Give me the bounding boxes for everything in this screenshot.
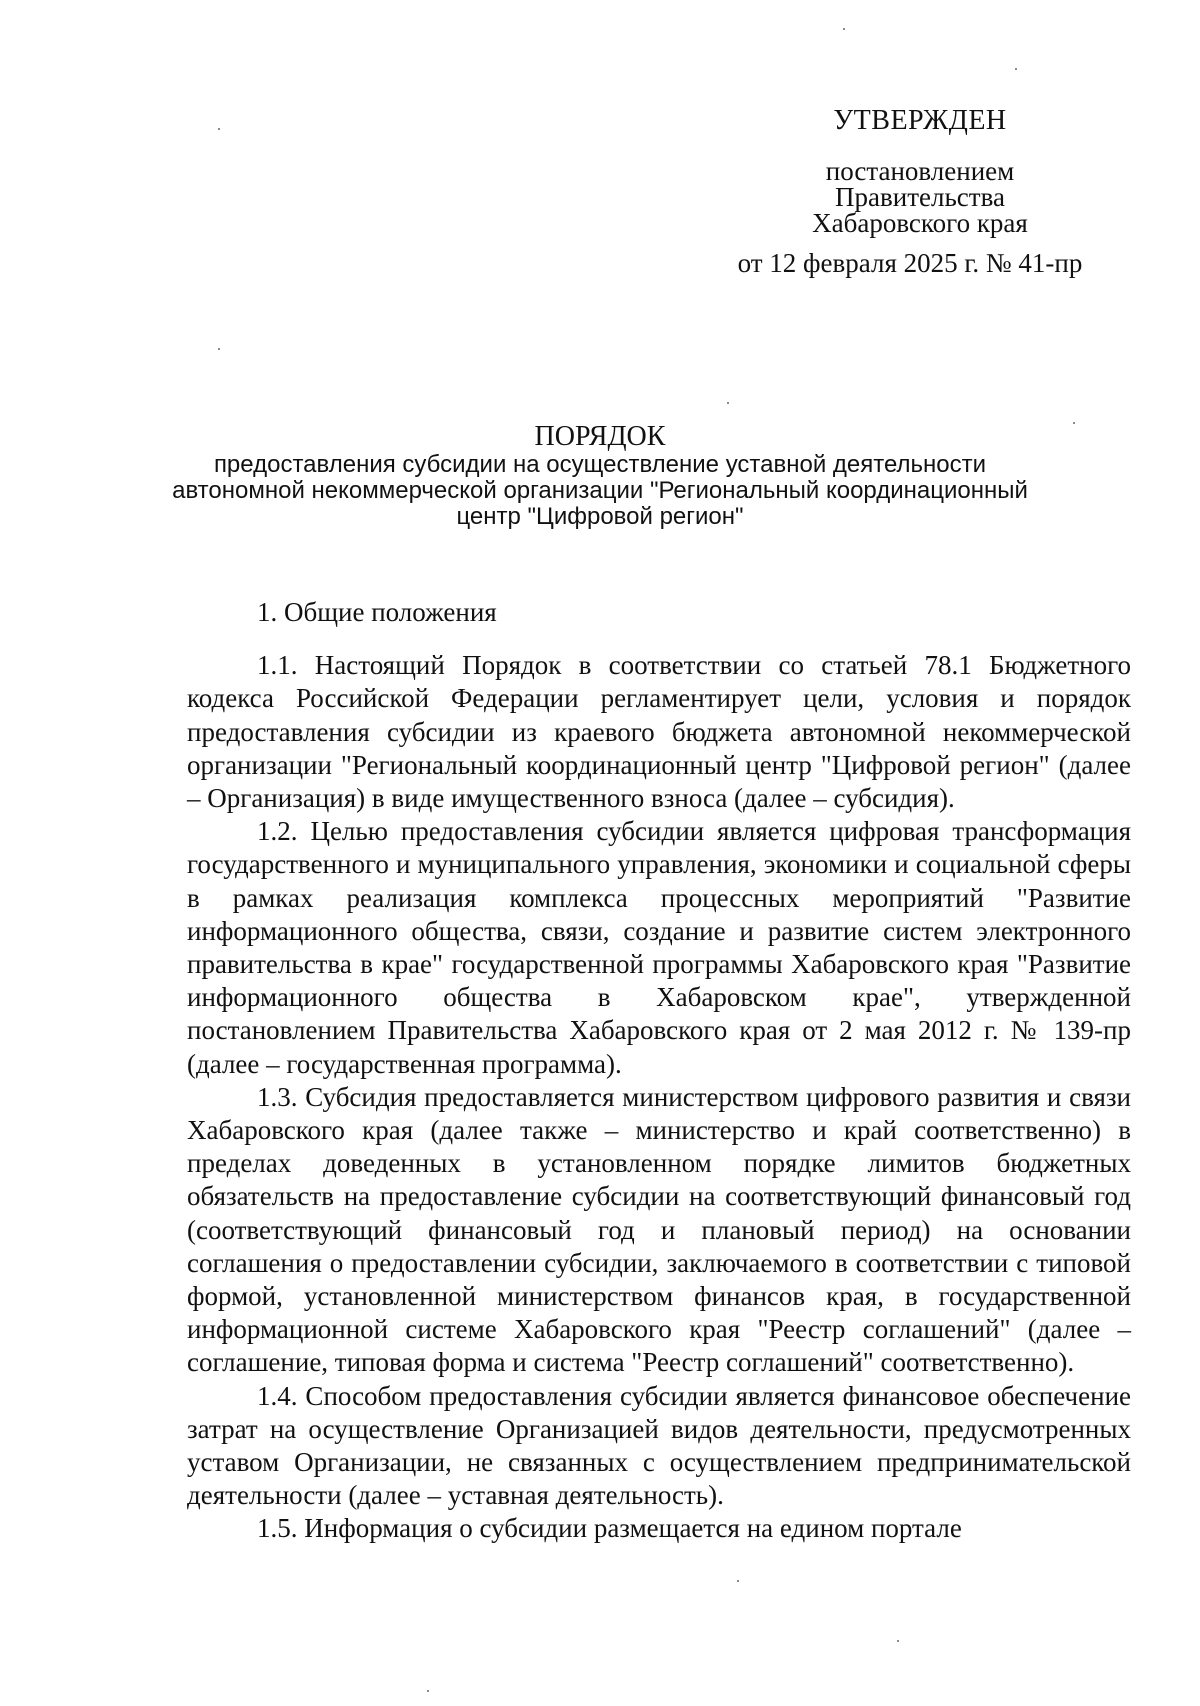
document-title bbox=[160, 421, 1040, 530]
scan-speck bbox=[427, 1690, 429, 1692]
scan-speck bbox=[843, 28, 845, 30]
paragraph: 1.4. Способом предоставления субсидии является финансовое обеспечение затрат на осуществление Организацией видов деятельности, предусмотренных уставом Организации, не связанных с осуществлением предпринимательской деятельности (далее – уставная деятельность). bbox=[187, 1380, 1131, 1511]
approval-date: от 12 февраля 2025 г. № 41-пр bbox=[737, 248, 1083, 278]
paragraph: 1.1. Настоящий Порядок в соответствии со статьей 78.1 Бюджетного кодекса Российской Федерации регламентирует цели, условия и порядок предоставления субсидии из краевого бюджета автономной некоммерческой организации "Региональный координационный центр "Цифровой регион" (далее – Организация) в виде имущественного взноса (далее – субсидия). bbox=[187, 650, 1131, 814]
title-subtitle-line: предоставления субсидии на осуществление уставной деятельности bbox=[213, 451, 987, 478]
title-subtitle-line: центр "Цифровой регион" bbox=[456, 503, 744, 530]
scan-speck bbox=[218, 128, 220, 130]
paragraph: 1.5. Информация о субсидии размещается на едином портале bbox=[257, 1513, 962, 1544]
scan-speck bbox=[1073, 422, 1075, 424]
paragraph: 1.2. Целью предоставления субсидии является цифровая трансформация государственного и муниципального управления, экономики и социальной сферы в рамках реализация комплекса процессных мероприятий "Развитие информационного общества, связи, создание и развитие систем электронного правительства в крае" государственной программы Хабаровского края "Развитие информационного общества в Хабаровском крае", утвержденной постановлением Правительства Хабаровского края от 2 мая 2012 г. № 139-пр (далее – государственная программа). bbox=[187, 816, 1131, 1079]
paragraph: 1.3. Субсидия предоставляется министерством цифрового развития и связи Хабаровского края (далее также – министерство и край соответственно) в пределах доведенных в установленном порядке лимитов бюджетных обязательств на предоставление субсидии на соответствующий финансовый год (соответствующий финансовый год и плановый период) на основании соглашения о предоставлении субсидии, заключаемого в соответствии с типовой формой, установленной министерством финансов края, в государственной информационной системе Хабаровского края "Реестр соглашений" (далее – соглашение, типовая форма и система "Реестр соглашений" соответственно). bbox=[187, 1081, 1131, 1378]
scan-speck bbox=[218, 348, 220, 350]
scan-speck bbox=[1015, 68, 1017, 70]
section-heading: 1. Общие положения bbox=[257, 597, 497, 627]
scan-speck bbox=[737, 1580, 739, 1582]
scan-speck bbox=[727, 402, 729, 404]
approval-line: постановлением bbox=[825, 156, 1015, 186]
approval-line: Правительства bbox=[835, 182, 1005, 212]
title-main: ПОРЯДОК bbox=[534, 421, 666, 452]
approval-heading: УТВЕРЖДЕН bbox=[833, 105, 1007, 136]
approval-stamp bbox=[715, 105, 1125, 278]
document-body bbox=[187, 596, 1131, 1546]
title-subtitle-line: автономной некоммерческой организации "Региональный координационный bbox=[172, 477, 1028, 504]
approval-line: Хабаровского края bbox=[812, 208, 1028, 238]
scan-speck bbox=[897, 1640, 899, 1642]
